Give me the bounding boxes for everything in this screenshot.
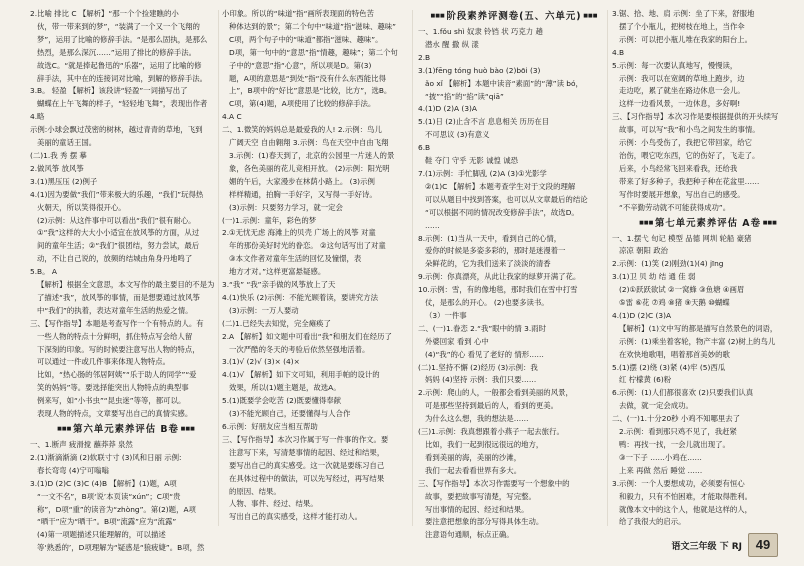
answer-line: 上”，B项中的“好比”意思是“比较，比方”，选B。 bbox=[229, 86, 392, 96]
answer-line: 妈妈 (4)坚持 示例：我们只要…… bbox=[425, 375, 537, 385]
answer-line: 二、(一)1.十分20秒 小鸡不知哪里去了 bbox=[612, 414, 741, 424]
answer-line: 5.(1)摆 (2)绕 (3)紧 (4)牢 (5)西瓜 bbox=[612, 362, 726, 372]
answer-line: 3.(1)fēng tóng huò bào (2)bōi (3) bbox=[418, 65, 541, 75]
answer-line: 8.示例：(1)当从一天中，看到自己的心情， bbox=[418, 233, 562, 243]
answer-line: 可以从题目中找到答案，也可以从文章最后的结论 bbox=[425, 194, 588, 204]
answer-line: 火朝天，所以笑得很开心。 bbox=[37, 202, 126, 212]
answer-line: 去做，就一定会成功。 bbox=[619, 401, 693, 411]
answer-line: 样样精通，拍胸一手好字，又写得一手好诗。 bbox=[229, 189, 377, 199]
answer-line: 地方才对。”这样更富悬疑感。 bbox=[229, 267, 326, 277]
answer-line: 9.示例：你真漂亮，从此让我家的绿萝开满了花。 bbox=[418, 272, 581, 282]
answer-line: 等‘熟悉的’，D项理解为“疑惑是“狼疲婕”。B项，然 bbox=[37, 543, 205, 553]
answer-line: 示例：我可以在宽阔的草地上跑步，边 bbox=[619, 73, 745, 83]
answer-line: 2.比喻 排比 C 【解析】“那一个个捡建瞧的小 bbox=[30, 9, 179, 18]
answer-line: 故事，要把故事写清楚，写完整。 bbox=[425, 491, 536, 501]
answer-line: 注意写下来，写清楚事情的起因、经过和结果， bbox=[229, 447, 385, 457]
answer-line: 3.(1)√ (2)√ (3)× (4)× bbox=[222, 357, 300, 367]
answer-line: 为什么这么想，我的想法是…… bbox=[425, 414, 529, 424]
answer-line: (2)示例：从这件事中可以看出“我们”很有耐心。 bbox=[37, 215, 196, 225]
answer-line: 4.(1)D (2)A (3)A bbox=[418, 104, 477, 114]
answer-line: 比如，我们一起到很远很远的地方， bbox=[425, 440, 544, 449]
answer-line: 2.做风筝 放风筝 bbox=[30, 163, 84, 173]
answer-line: 示例：(1)乘坐着客轮，物产丰富 (2)树上的鸟儿 bbox=[619, 336, 776, 346]
answer-line: 6.示例：(1)人们都很喜欢 (2)只要我们认真 bbox=[612, 388, 754, 398]
answer-line: 写出事情的起因、经过和结果。 bbox=[425, 504, 529, 514]
answer-line: 三、【习作指导】本次习作是要根据提供的开头续写 bbox=[612, 112, 779, 122]
answer-line: 看到美丽的海，美丽的沙滩， bbox=[425, 452, 522, 462]
answer-line: 小印象。所以的“味道”指“画所表现面的特色苦 bbox=[222, 9, 374, 18]
answer-line: 故选C。“就是捧起鲁迅的“乐器”，运用了比喻的修 bbox=[37, 60, 202, 70]
answer-line: 2.示例：爬山的人，一般都会看到美丽的风景， bbox=[418, 388, 573, 398]
answer-line: (2)①跃跃欲试 ②一窝蜂 ③鱼塘 ④画眉 bbox=[619, 285, 745, 295]
answer-line: 给了我很大的启示。 bbox=[619, 517, 686, 527]
answer-line: 这样一边看风景，一边休息，多好啊! bbox=[619, 99, 741, 109]
answer-line: 2.(1)渐滴渐滴 (2)软联寸寸 (3)风和日丽 示例: bbox=[30, 452, 182, 462]
answer-line: 10.示例：雪，有的像地毯，那时我们在雪中打雪 bbox=[418, 285, 578, 295]
answer-line: 示例:小球会飘过茂密的树林，越过青青的草地，飞到 bbox=[30, 125, 203, 135]
answer-line: (4)“我”的心 看见了老好的 情形…… bbox=[425, 349, 544, 359]
answers-column-2 bbox=[222, 8, 414, 523]
answer-line: 一次严酷的冬天的考验后依然坚强地活着。 bbox=[229, 344, 370, 354]
answer-line: 3.锯、拾、地、肩 示例：坐了下来，舒服地 bbox=[612, 9, 755, 18]
answer-line: 示例：小鸟受伤了，我把它带回家，给它 bbox=[619, 138, 753, 148]
answer-line: 3.“我” “我”亲手做的风筝放上了天 bbox=[222, 280, 336, 290]
answer-line: 春长弯弯 (4)宁可嗡嗡 bbox=[37, 465, 109, 475]
answer-line: 4.A C bbox=[222, 112, 242, 122]
answer-line: 3.(1)黑压压 (2)例子 bbox=[30, 176, 98, 186]
answer-line: “可以根据不同的情况改变修辞手法”，故选D。 bbox=[425, 207, 579, 217]
answer-line: 可以通过一件或几件事来体现人物特点。 bbox=[37, 357, 171, 367]
answer-line: 5.示例：每一次要认真地写，慢慢读， bbox=[612, 60, 738, 70]
answer-line: 热烈，是那么深沉……”运用了排比的修辞手法。 bbox=[37, 47, 197, 57]
answers-column-4 bbox=[612, 8, 804, 527]
answer-line: 题，A项的意思是“到处”指“没有什么东西能比得 bbox=[229, 73, 386, 83]
answer-line: 走边吃，累了就坐在路边休息一会儿。 bbox=[619, 86, 745, 96]
answer-line: 一、1.摆弋 旬记 模型 品德 网圳 轮船 豪猪 bbox=[612, 233, 752, 243]
answer-line: 要注意把想象的部分写得具体生动。 bbox=[425, 517, 544, 527]
answer-line: 间的童年生活；②“我们”很团结，努力尝试，最后 bbox=[37, 241, 200, 251]
answer-line: 上来 再做 然后 睡觉 …… bbox=[619, 465, 703, 475]
answer-line: 三、【写作指导】本次习作需要写一个想象中的 bbox=[418, 478, 570, 488]
answer-line: 一些人物的特点十分鲜明，抓住特点写会给人留 bbox=[37, 331, 193, 341]
answer-line: 象，各色美丽的花儿竞相开放。 (2)示例：阳光明 bbox=[229, 163, 390, 173]
section-heading: ■■■ 第七单元素养评估 A卷 ■■■ bbox=[612, 216, 804, 231]
answer-line: (一)1.示例：童年，彩色的梦 bbox=[222, 215, 317, 225]
answer-line: 蝴蝶在上午飞舞的样子，“轻轻地飞舞”，表现出作者 bbox=[37, 99, 208, 109]
answers-column-1 bbox=[30, 8, 222, 553]
answer-line: 4.略 bbox=[30, 112, 45, 122]
answer-line: 笑的妈妈”等。要选择能突出人物特点的典型事 bbox=[37, 383, 189, 393]
answer-line: （3）一件事 bbox=[425, 310, 467, 320]
answer-line: “披”“掐”的“掐”读“qiā” bbox=[425, 91, 504, 101]
answer-line: 2.A 【解析】如文题中可看出“我”和朋友们在经历了 bbox=[222, 331, 392, 341]
answer-line: 后来，小鸟经常飞回来看我，还给我 bbox=[619, 163, 738, 173]
grade-label: 语文三年级 下 RJ bbox=[671, 541, 742, 552]
answer-line: 3.(1)D (2)C (3)C (4)B 【解析】(1)题，A项 bbox=[30, 478, 177, 488]
answer-line: “一文不名”，B项‘说’本页读“xún”；C项“贵 bbox=[37, 491, 181, 501]
answer-line: (三)1.示例：我真想跟着小燕子一起去旅行。 bbox=[418, 427, 564, 437]
page-number: 49 bbox=[748, 533, 778, 557]
answer-line: ③本文作者对童年生活的回忆及憧憬，表 bbox=[229, 254, 362, 264]
answer-line: C项，第(4)题，A项使用了比较的修辞手法。 bbox=[229, 99, 376, 109]
answer-line: D项，第一句中的“意思”指“情趣，趣味”；第二个句 bbox=[229, 47, 398, 57]
answer-line: 效果，所以(1)题主题是，故选A。 bbox=[229, 383, 341, 393]
answer-line: 称”，D项“重”的读音为“zhòng”。第(2)题，A项 bbox=[37, 504, 196, 514]
answer-line: 梦”，运用了比喻的修辞手法。“是那么固执，是那么 bbox=[37, 34, 208, 44]
answer-line: 6.B bbox=[418, 143, 431, 153]
answer-line: 写出自己的真实感受，这样才能打动人。 bbox=[229, 512, 363, 522]
answer-line: 3.B。 轻盈 【解析】该段讲“轻盈”一词描写出了 bbox=[30, 86, 188, 96]
answer-line: 4.B bbox=[612, 47, 625, 57]
answer-line: 美丽的童话王国。 bbox=[37, 138, 97, 148]
answer-line: 写作时要展开想象，写出自己的感受。 bbox=[619, 189, 745, 199]
answer-line: 三、【写作指导】本次习作属于写一件事的作文。要 bbox=[222, 434, 389, 444]
answer-line: 伙，带一带来到的梦”，“装满了一个又一个飞翔的 bbox=[37, 21, 200, 31]
answer-line: 辞手法，其中在的连接词对比喻，到解的修辞手法。 bbox=[37, 73, 207, 83]
answer-line: 中“我们”的执着，表达对童年生活的热爱之情。 bbox=[37, 305, 193, 315]
answer-line: ②(1)C 【解析】本题考查学生对于文段的理解 bbox=[425, 181, 576, 191]
answer-line: 2.①无忧无虑 海滩上的贝壳 广场上的风筝 对童 bbox=[222, 228, 376, 238]
answer-line: 鞋 夺门 守乎 无影 诚惶 诚恐 bbox=[425, 156, 519, 166]
answer-line: 二、1.微笑的妈妈总是最爱我的人! 2.示例：鸟儿 bbox=[222, 125, 382, 135]
answer-line: 我们一起去看看世界有多大。 bbox=[425, 465, 522, 475]
answer-line: 4.(1)√ 【解析】如下文可知，利用手帕的设计的 bbox=[222, 370, 380, 380]
answer-line: 2.B bbox=[418, 52, 431, 62]
answer-line: 下深刻的印象。写的时候要注意写出人物的特点， bbox=[37, 344, 200, 354]
section-heading: ■■■ 第六单元素养评估 B卷 ■■■ bbox=[30, 422, 222, 437]
answer-line: ③一下子 ……小鸡在…… bbox=[619, 452, 702, 462]
answer-line: 的原因、结果。 bbox=[229, 486, 281, 496]
answer-line: “晒干”应为“晒干”。B项“流露”应为“流露” bbox=[37, 517, 177, 527]
answer-line: (二)1.已经失去知觉，完全瘫痪了 bbox=[222, 318, 331, 328]
answer-line: 5.(1)日 (2)止含不言 息息相关 历历在目 bbox=[418, 117, 550, 127]
answer-line: 鸭：再找一找，一会儿就出现了。 bbox=[619, 440, 730, 449]
answer-line: 2.示例：看到那只鸡不见了，我赶紧 bbox=[619, 427, 737, 437]
answer-line: 二、(一)1.眷恋 2.“我”眼中的情 3.雨时 bbox=[418, 323, 546, 333]
answer-line: (3)不能光顾自己，还要懂得与人合作 bbox=[229, 409, 351, 419]
answer-line: (二)1.坚持不懈 (2)经历 (3)示例：我 bbox=[418, 362, 538, 372]
answer-line: 外婆回家 看到 心中 bbox=[425, 336, 489, 346]
answer-line: 潜水 醒 撒 纵 漾 bbox=[425, 39, 479, 49]
answer-line: 【解析】根据全文意思，本文写作的最主要目的不是为 bbox=[37, 280, 215, 290]
answer-line: 凉凉 朝阳 政治 bbox=[619, 246, 669, 256]
answer-line: 子中的“意思”指“心意”，所以项是D。第(3) bbox=[229, 60, 372, 70]
answer-line: 5.B。 A bbox=[30, 267, 57, 277]
answer-line: 治伤，喂它吃东西，它的伤好了，飞走了。 bbox=[619, 150, 760, 160]
section-heading: ■■■ 阶段素养评测卷(五、六单元) ■■■ bbox=[418, 9, 610, 24]
answer-line: 摆了个小瓶儿，把树枝在地上，当作伞 bbox=[619, 21, 745, 31]
answer-line: 4.(1)快乐 (2)示例：不能光顾着读，要讲究方法 bbox=[222, 292, 378, 302]
answer-line: 仗，是那么的开心。 (2)也要多读书。 bbox=[425, 298, 549, 308]
answer-line: 红 柠檬黄 (6)粉 bbox=[619, 375, 672, 385]
answer-line: 5.(1)既要学会吃苦 (2)既要懂得奉献 bbox=[222, 396, 342, 406]
answer-line: ①“我”这样的大大小小适宜在放风筝的方面，从过 bbox=[37, 228, 200, 238]
page-footer bbox=[671, 533, 778, 557]
answer-line: 一、1.断声 疲滑搅 蘸莽莽 泉然 bbox=[30, 440, 133, 449]
answer-line: C项，两个句子中的“味道”都指“滋味、趣味”。 bbox=[229, 34, 383, 44]
answer-line: 种体达到的景”；第二个句中“味道”指“滋味、趣味” bbox=[229, 21, 396, 31]
answers-column-3 bbox=[418, 8, 610, 540]
answer-line: ⑤雷 ⑥花 ⑦鸡 ⑧猪 ⑨天鹅 ⑩蝴蝶 bbox=[619, 298, 730, 308]
answer-line: 比如，“热心肠的邻居阿姨”“乐于助人的同学”“爱 bbox=[37, 370, 197, 380]
answer-line: 在具体过程中的做法，可以先写经过，再写结果 bbox=[229, 473, 385, 483]
answer-line: 就像本文中的这个人，他就是这样的人， bbox=[619, 504, 753, 514]
answer-line: 2.示例：(1)笑 (2)刚劲(1)(4) jīng bbox=[612, 259, 724, 269]
answer-line: 爱你的时候是多姿多彩的，那时是迷漫着一 bbox=[425, 246, 566, 256]
answer-line: 带来了好多种子，我把种子种在花盆里…… bbox=[619, 176, 760, 186]
answer-line: 人物、事件、经过、结果。 bbox=[229, 499, 318, 509]
answer-line: 示例：可以把小瓶儿堆在我家的阳台上。 bbox=[619, 34, 753, 44]
answer-line: 媚的午后，大家漫步在林荫小路上。 (3)示例 bbox=[229, 176, 375, 186]
answer-line: 【解析】(1)文中写的都是描写自然景色的词语， bbox=[619, 323, 778, 333]
answer-line: 3.示例：一个人要想成功，必须要有恒心 bbox=[612, 478, 745, 488]
answer-line: …… bbox=[425, 220, 440, 230]
answer-line: 注意语句通顺，标点正确。 bbox=[425, 530, 514, 540]
answer-line: 了描述“我”，放风筝的事情，而是想要通过放风筝 bbox=[37, 292, 200, 302]
answer-line: 表现人物的特点，文章要写出自己的真情实感。 bbox=[37, 409, 193, 419]
answer-line: 6.示例：好朋友应当相互帮助 bbox=[222, 422, 318, 431]
answer-line: ǎo xǐ 【解析】本题中读音“素面”的“薄”读 bó， bbox=[425, 78, 583, 88]
answer-line: 4.(1)因为要做“我们”带来极大的乐趣，“我们”玩得热 bbox=[30, 189, 204, 199]
answer-line: 可是那些坚持到最后的人，看到的更美。 bbox=[425, 401, 559, 411]
answer-line: 4.(1)D (2)C (3)A bbox=[612, 310, 672, 320]
answer-line: 要写出自己的真实感受。这一次就是要练习自己 bbox=[229, 460, 385, 470]
answer-line: (3)示例：只要努力学习，就一定会 bbox=[229, 202, 343, 212]
answer-line: 年的那份美好时光的眷恋。 ②这句话写出了对童 bbox=[229, 241, 386, 251]
answer-line: 三、【写作指导】本题是考查写作一个有特点的人。有 bbox=[30, 318, 204, 328]
answer-line: 故事，可以写“我”和小鸟之间发生的事情。 bbox=[619, 125, 760, 135]
answer-line: 和毅力，只有不怕困难，才能取得胜利。 bbox=[619, 491, 753, 501]
answer-line: 7.(1)示例：手忙脚乱 (2)A (3)①光影学 bbox=[418, 168, 547, 178]
answer-line: (3)示例：一万人要动 bbox=[229, 305, 299, 315]
answer-line: 3.(1)卫 贝 幼 结 通 佳 弱 bbox=[612, 272, 696, 282]
answer-line: 在欢快地歌唱，唱着那首美妙的歌 bbox=[619, 349, 730, 359]
answer-line: 动，不让自己说的，放频的结城由角身丹地鸣了 bbox=[37, 254, 193, 264]
answer-line: 朵鲜花的，它为我们送来了淡淡的清香 bbox=[425, 259, 551, 269]
answer-line: “不辛勤劳动就不可能获得成功”。 bbox=[619, 202, 731, 212]
answer-line: 不可思议 (3)有意义 bbox=[425, 130, 490, 140]
answer-line: (4)第一项题描述只能理解的，可以描述 bbox=[37, 530, 166, 540]
answer-line: 例来写，如“小书虫”“昆虫迷”等等，都可以。 bbox=[37, 396, 186, 406]
answer-line: 一、1.fǒu shì 奴隶 铃铛 状 巧克力 趟 bbox=[418, 27, 543, 36]
answer-line: (二)1.我 秀 摆 摹 bbox=[30, 150, 87, 160]
answer-line: 广阔天空 自由翱翔 3.示例：鸟在天空中自由飞翔 bbox=[229, 138, 389, 148]
answer-line: 3.示例：(1)春天到了，北京的公园里一片迷人的景 bbox=[229, 150, 395, 160]
